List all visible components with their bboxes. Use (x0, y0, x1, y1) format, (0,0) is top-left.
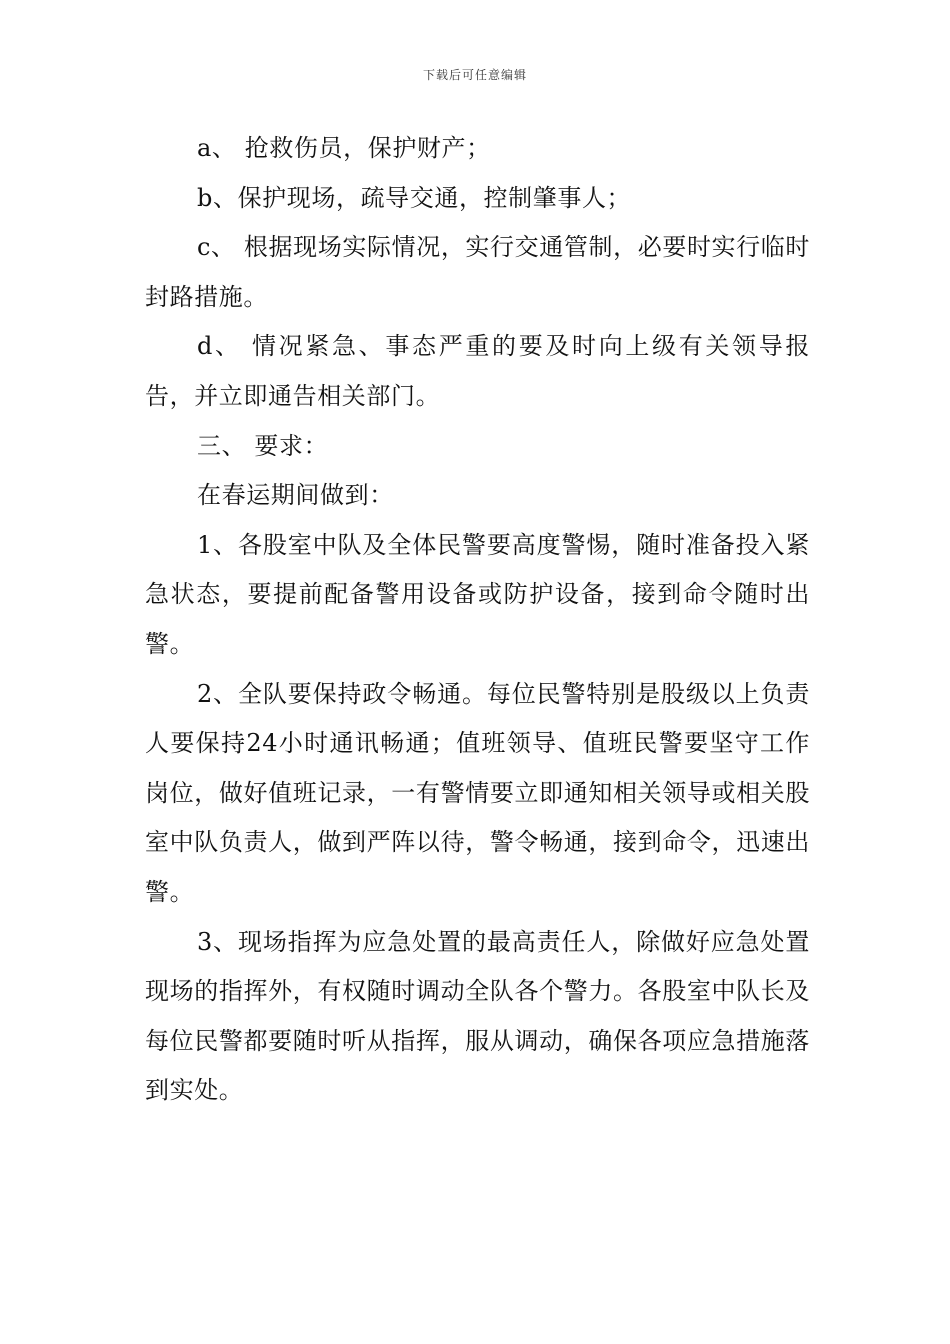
section-heading-requirements: 三、 要求： (197, 431, 329, 460)
paragraph-requirement-2: 2、全队要保持政令畅通。每位民警特别是股级以上负责人要保持24小时通讯畅通；值班领导、值班民警要坚守工作岗位，做好值班记录，一有警情要立即通知相关领导或相关股室中队负责人，做到严阵以待，警令畅通，接到命令，迅速出警。 (145, 679, 810, 906)
paragraph-requirement-1: 1、各股室中队及全体民警要高度警惕，随时准备投入紧急状态，要提前配备警用设备或防护设备，接到命令随时出警。 (145, 530, 810, 658)
paragraph-item-d: d、 情况紧急、事态严重的要及时向上级有关领导报告，并立即通告相关部门。 (145, 332, 810, 410)
paragraph-requirement-3: 3、现场指挥为应急处置的最高责任人，除做好应急处置现场的指挥外，有权随时调动全队各个警力。各股室中队长及每位民警都要随时听从指挥，服从调动，确保各项应急措施落到实处。 (145, 927, 810, 1105)
paragraph-item-c: c、 根据现场实际情况，实行交通管制，必要时实行临时封路措施。 (145, 233, 810, 311)
paragraph-intro: 在春运期间做到： (197, 481, 394, 510)
document-body (145, 124, 810, 1116)
paragraph-item-a: a、 抢救伤员，保护财产； (197, 134, 491, 162)
paragraph-item-b: b、保护现场，疏导交通，控制肇事人； (197, 183, 632, 212)
header-note: 下载后可任意编辑 (422, 68, 527, 82)
